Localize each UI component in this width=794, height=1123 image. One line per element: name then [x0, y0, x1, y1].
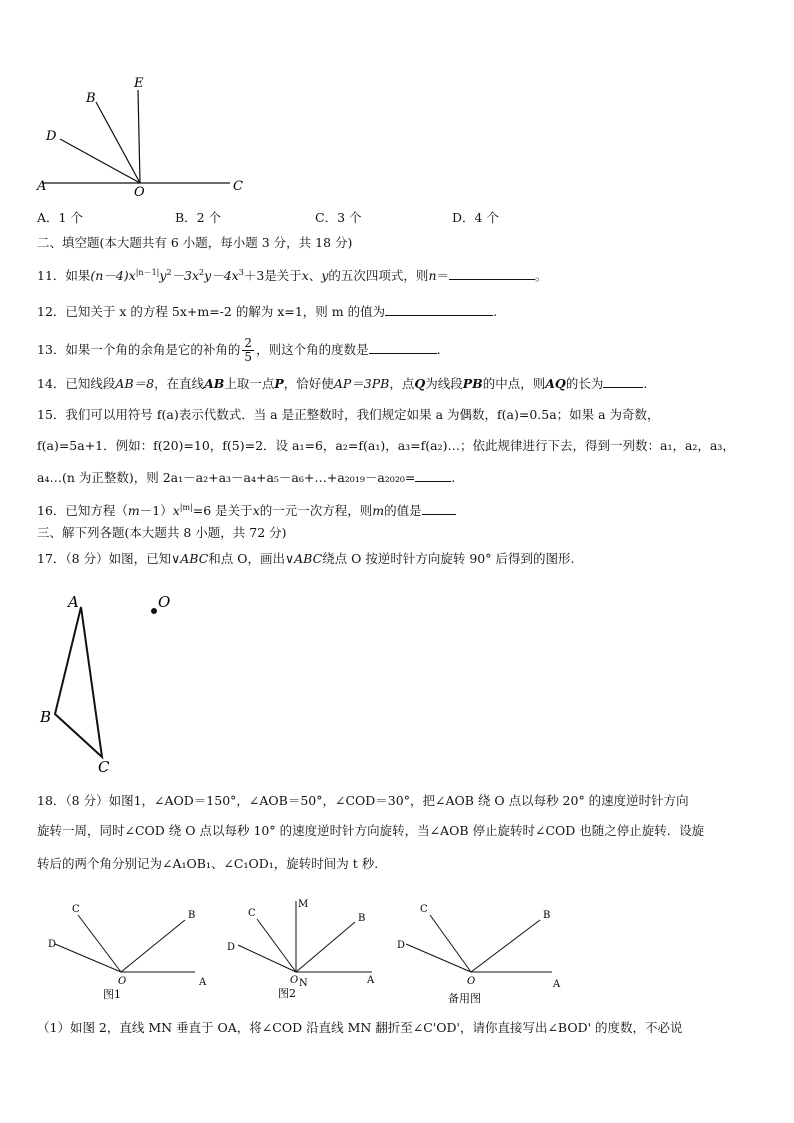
- question-12: [37, 303, 497, 320]
- caption-spare: 备用图: [448, 992, 481, 1005]
- q12-answer-blank[interactable]: [385, 303, 493, 316]
- q11-expr4: y－4x: [204, 268, 239, 284]
- question-14: [37, 375, 647, 392]
- option-b: B．2 个: [175, 210, 222, 225]
- q13-text-pre: 如果一个角的余角是它的补角的: [65, 342, 241, 357]
- ray-oc: [78, 915, 121, 972]
- question-11: [37, 265, 548, 284]
- ray-ob: [296, 922, 355, 972]
- question-15-line-3: [37, 469, 455, 486]
- q16-post2: 的一元一次方程，则: [259, 503, 373, 519]
- q16-post: =6 是关于: [192, 503, 253, 519]
- q13-numerator: 2: [244, 336, 253, 350]
- q14-mid5: 为线段: [425, 376, 463, 391]
- q14-mid4: ，点: [389, 376, 415, 391]
- q16-x2: x: [252, 503, 260, 519]
- q15-answer-blank[interactable]: [415, 469, 451, 482]
- question-15-line-2: f(a)=5a+1．例如：f(20)=10，f(5)=2．设 a₁=6，a₂=f(a₁)，a₃=f(a₂)…；依此规律进行下去，得到一列数：a₁，a₂，a₃，: [37, 438, 735, 453]
- q11-var-n: n: [428, 268, 437, 284]
- q14-pre: 已知线段: [65, 376, 116, 391]
- q16-m1: m: [127, 503, 140, 519]
- label-b: B: [358, 913, 366, 924]
- option-a: A．1 个: [37, 210, 83, 225]
- ray-od: [238, 945, 296, 972]
- q12-end: .: [493, 304, 498, 319]
- angle-figure-top: [30, 70, 260, 200]
- q14-pb: PB: [462, 376, 483, 391]
- figure-2: [227, 899, 375, 1000]
- q17-pre: （8 分）如图，已知: [65, 551, 172, 566]
- q11-end: 。: [535, 268, 548, 284]
- question-18-part-1: （1）如图 2，直线 MN 垂直于 OA，将∠COD 沿直线 MN 翻折至∠C'OD'，请你直接写出∠BOD' 的度数，不必说: [37, 1020, 683, 1035]
- ray-oe: [138, 90, 140, 183]
- q16-number: 16．: [37, 503, 66, 519]
- label-b: B: [86, 91, 96, 106]
- question-16: [37, 500, 456, 519]
- q16-pre2: －1）: [139, 503, 173, 519]
- section-3-heading: 三、解下列各题(本大题共 8 小题，共 72 分): [37, 525, 287, 540]
- q17-number: 17．: [37, 551, 66, 566]
- label-a: A: [367, 975, 375, 986]
- question-15-line-1: 15．我们可以用符号 f(a)表示代数式．当 a 是正整数时，我们规定如果 a 为偶数，f(a)=0.5a；如果 a 为奇数，: [37, 407, 660, 422]
- q16-answer-blank[interactable]: [422, 502, 456, 515]
- ray-ob: [121, 920, 185, 972]
- q14-mid2: 上取一点: [224, 376, 275, 391]
- option-c: C．3 个: [315, 210, 362, 225]
- label-c: C: [248, 908, 256, 919]
- q11-expr5: ＋3: [243, 268, 265, 284]
- q14-mid1: ，在直线: [154, 376, 205, 391]
- option-d: D．4 个: [452, 210, 499, 225]
- label-n: N: [299, 978, 308, 989]
- q12-number: 12．: [37, 304, 66, 319]
- q15-end: .: [451, 470, 456, 485]
- label-d: D: [46, 129, 57, 144]
- q11-sup4: 3: [238, 268, 244, 277]
- q13-fraction: [242, 337, 254, 364]
- section-2-heading: 二、填空题(本大题共有 6 小题，每小题 3 分，共 18 分): [37, 235, 353, 250]
- q13-text-post: ，则这个角的度数是: [256, 342, 369, 357]
- q14-p: P: [274, 376, 284, 391]
- label-m: M: [298, 899, 309, 910]
- point-o: [151, 608, 157, 614]
- q14-ab2: AB: [204, 376, 225, 391]
- question-13: [37, 337, 441, 364]
- label-d: D: [48, 939, 57, 950]
- q11-number: 11．: [37, 268, 66, 284]
- label-o: O: [158, 593, 171, 611]
- label-c: C: [98, 758, 110, 776]
- q14-end: .: [643, 376, 648, 391]
- q11-expr3: －3x: [171, 268, 200, 284]
- question-18-line-3: 转后的两个角分别记为∠A₁OB₁、∠C₁OD₁，旋转时间为 t 秒.: [37, 856, 379, 871]
- label-c: C: [72, 904, 80, 915]
- q16-x: x: [172, 503, 180, 519]
- label-d: D: [227, 942, 236, 953]
- q11-answer-blank[interactable]: [449, 267, 535, 280]
- ray-oc: [257, 919, 296, 972]
- label-c: C: [420, 904, 428, 915]
- q11-eq: ＝: [436, 268, 450, 284]
- label-o: O: [467, 976, 476, 987]
- label-b: B: [40, 708, 52, 726]
- q11-sup3: 2: [199, 268, 205, 277]
- q17-triangle2: ∨ABC: [285, 551, 323, 566]
- q11-sep: 、: [308, 268, 322, 284]
- q13-number: 13．: [37, 342, 66, 357]
- label-o: O: [134, 185, 145, 200]
- q14-ap: AP＝3PB: [333, 376, 390, 391]
- label-a: A: [553, 979, 561, 990]
- q16-sup: |m|: [179, 503, 193, 512]
- figure-18: [40, 895, 580, 1015]
- q13-answer-blank[interactable]: [369, 341, 437, 354]
- ray-od: [55, 944, 121, 972]
- label-o: O: [290, 975, 299, 986]
- q11-expr: (n－4)x: [90, 268, 136, 284]
- q11-sup: |n－1|: [135, 268, 160, 277]
- question-18-line-2: 旋转一周，同时∠COD 绕 O 点以每秒 10° 的速度逆时针方向旋转，当∠AOB 停止旋转时∠COD 也随之停止旋转．设旋: [37, 823, 705, 838]
- q12-text: 已知关于 x 的方程 5x+m=-2 的解为 x=1，则 m 的值为: [65, 304, 386, 319]
- triangle-figure: [30, 585, 190, 780]
- caption-fig2: 图2: [278, 987, 296, 1000]
- label-o: O: [118, 976, 127, 987]
- q14-ab: AB＝8: [115, 376, 155, 391]
- q11-var-y: y: [321, 268, 329, 284]
- q17-triangle: ∨ABC: [171, 551, 209, 566]
- q15-line3-text: a₄…(n 为正整数)，则 2a₁－a₂+a₃－a₄+a₅－a₆+…+a₂₀₁₉－a₂₀₂₀=: [37, 470, 416, 485]
- q17-post: 绕点 O 按逆时针方向旋转 90° 后得到的图形.: [322, 551, 575, 566]
- triangle-abc: [55, 607, 102, 757]
- q13-end: .: [436, 342, 441, 357]
- caption-fig1: 图1: [103, 988, 121, 1001]
- q14-mid6: 的中点，则: [482, 376, 546, 391]
- label-a: A: [37, 179, 47, 194]
- q17-mid: 和点 O，画出: [208, 551, 285, 566]
- question-18-line-1: 18．（8 分）如图1，∠AOD＝150°，∠AOB＝50°，∠COD＝30°，把∠AOB 绕 O 点以每秒 20° 的速度逆时针方向: [37, 793, 689, 808]
- label-d: D: [397, 940, 406, 951]
- q16-post3: 的值是: [384, 503, 422, 519]
- figure-1: [48, 904, 207, 1001]
- label-b: B: [188, 910, 196, 921]
- label-e: E: [134, 76, 144, 91]
- label-c: C: [233, 179, 243, 194]
- q16-pre: 已知方程（: [65, 503, 128, 519]
- label-a: A: [68, 593, 79, 611]
- q11-text-pre: 如果: [65, 268, 91, 284]
- q11-var-x: x: [301, 268, 309, 284]
- q11-sup2: 2: [166, 268, 172, 277]
- figure-spare: [397, 904, 561, 1005]
- q14-aq: AQ: [545, 376, 566, 391]
- q14-answer-blank[interactable]: [603, 375, 643, 388]
- label-a: A: [199, 977, 207, 988]
- q13-denominator: 5: [244, 350, 253, 364]
- q14-post: 的长为: [565, 376, 604, 391]
- question-17: [37, 551, 574, 567]
- ray-ob: [471, 920, 540, 972]
- q11-mid: 是关于: [264, 268, 302, 284]
- label-b: B: [543, 910, 551, 921]
- q14-number: 14．: [37, 376, 66, 391]
- q16-m2: m: [372, 503, 385, 519]
- q11-expr2: y: [159, 268, 167, 284]
- q14-mid3: ，恰好使: [283, 376, 334, 391]
- q14-q: Q: [414, 376, 426, 391]
- q11-post: 的五次四项式，则: [328, 268, 429, 284]
